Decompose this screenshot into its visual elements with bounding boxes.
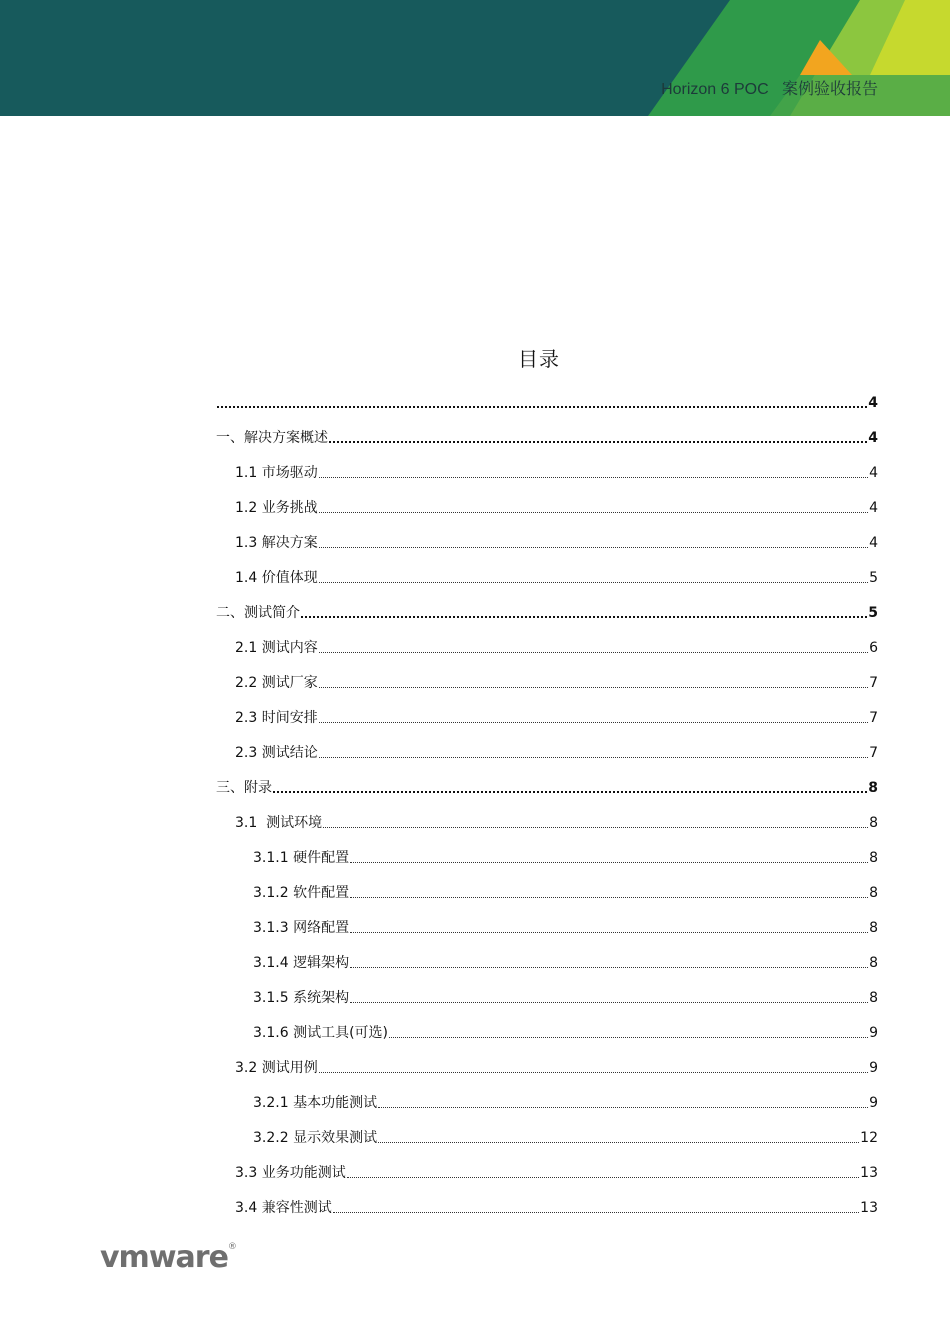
toc-entry-label: 3.2.2 显示效果测试 <box>253 1130 378 1146</box>
toc-entry[interactable] <box>216 775 878 797</box>
toc-leader-dots <box>378 1106 868 1108</box>
toc-entry-label: 一、解决方案概述 <box>216 430 328 446</box>
toc-entry-page-number: 6 <box>869 640 878 656</box>
toc-leader-dots <box>319 651 868 653</box>
toc-entry[interactable] <box>235 635 878 657</box>
toc-entry-page-number: 5 <box>869 570 878 586</box>
toc-entry-page-number: 8 <box>869 955 878 971</box>
toc-leader-dots <box>378 1141 859 1143</box>
toc-leader-dots <box>319 476 868 478</box>
toc-entry[interactable] <box>235 565 878 587</box>
toc-entry[interactable] <box>253 880 878 902</box>
toc-entry-label: 2.1 测试内容 <box>235 640 318 656</box>
toc-entry-label: 3.2 测试用例 <box>235 1060 318 1076</box>
toc-entry-page-number: 5 <box>868 605 878 621</box>
toc-entry-page-number: 9 <box>869 1025 878 1041</box>
toc-leader-dots <box>319 756 868 758</box>
toc-entry-label: 3.1.5 系统架构 <box>253 990 350 1006</box>
toc-entry-page-number: 4 <box>869 465 878 481</box>
toc-entry-page-number: 7 <box>869 745 878 761</box>
toc-entry[interactable] <box>235 670 878 692</box>
vmware-logo-text: vmware <box>100 1240 228 1275</box>
toc-leader-dots <box>319 511 868 513</box>
toc-entry[interactable] <box>235 1055 878 1077</box>
toc-leader-dots <box>319 686 868 688</box>
toc-entry-page-number: 9 <box>869 1060 878 1076</box>
toc-leader-dots <box>301 615 867 618</box>
toc-entry[interactable] <box>216 425 878 447</box>
toc-leader-dots <box>319 1071 868 1073</box>
toc-entry-label: 三、附录 <box>216 780 272 796</box>
toc-leader-dots <box>319 546 868 548</box>
toc-entry-label: 1.2 业务挑战 <box>235 500 318 516</box>
toc-entry-page-number: 8 <box>869 885 878 901</box>
document-header-title: Horizon 6 POC 案例验收报告 <box>661 81 878 98</box>
toc-entry[interactable] <box>216 600 878 622</box>
toc-leader-dots <box>350 931 868 933</box>
toc-entry-page-number: 8 <box>869 815 878 831</box>
toc-entry[interactable] <box>253 950 878 972</box>
toc-entry[interactable] <box>216 390 878 412</box>
toc-entry[interactable] <box>253 985 878 1007</box>
toc-entry-label: 3.1.2 软件配置 <box>253 885 350 901</box>
toc-entry-page-number: 9 <box>869 1095 878 1111</box>
toc-leader-dots <box>329 440 867 443</box>
toc-entry[interactable] <box>253 915 878 937</box>
toc-entry-label: 2.3 时间安排 <box>235 710 318 726</box>
toc-leader-dots <box>333 1211 859 1213</box>
toc-entry[interactable] <box>235 460 878 482</box>
toc-entry[interactable] <box>235 495 878 517</box>
toc-entry-label: 3.4 兼容性测试 <box>235 1200 332 1216</box>
toc-entry-label: 3.3 业务功能测试 <box>235 1165 346 1181</box>
toc-entry[interactable] <box>253 1090 878 1112</box>
toc-entry-page-number: 8 <box>868 780 878 796</box>
toc-leader-dots <box>347 1176 859 1178</box>
toc-entry[interactable] <box>235 705 878 727</box>
registered-mark: ® <box>227 1242 236 1252</box>
toc-entry[interactable] <box>235 530 878 552</box>
toc-entry[interactable] <box>235 1195 878 1217</box>
toc-entry[interactable] <box>235 810 878 832</box>
toc-entry-page-number: 12 <box>860 1130 878 1146</box>
toc-entry[interactable] <box>235 740 878 762</box>
toc-entry-label: 3.1.6 测试工具(可选) <box>253 1025 388 1041</box>
toc-entry-label: 二、测试简介 <box>216 605 300 621</box>
toc-entry-label: 1.1 市场驱动 <box>235 465 318 481</box>
toc-entry-label: 3.1.3 网络配置 <box>253 920 350 936</box>
toc-heading: 目录 <box>518 347 560 371</box>
toc-entry-page-number: 4 <box>869 500 878 516</box>
toc-entry-label: 3.1 测试环境 <box>235 815 323 831</box>
toc-entry-page-number: 13 <box>860 1165 878 1181</box>
toc-entry[interactable] <box>235 1160 878 1182</box>
toc-entry-label: 1.3 解决方案 <box>235 535 318 551</box>
toc-entry-label: 3.1.1 硬件配置 <box>253 850 350 866</box>
toc-entry-page-number: 4 <box>868 395 878 411</box>
toc-leader-dots <box>350 966 868 968</box>
toc-leader-dots <box>273 790 867 793</box>
toc-leader-dots <box>350 896 868 898</box>
toc-entry[interactable] <box>253 1125 878 1147</box>
toc-leader-dots <box>389 1036 868 1038</box>
toc-leader-dots <box>319 721 868 723</box>
toc-leader-dots <box>350 1001 868 1003</box>
toc-entry-page-number: 8 <box>869 990 878 1006</box>
toc-entry-page-number: 7 <box>869 675 878 691</box>
toc-entry-label: 3.1.4 逻辑架构 <box>253 955 350 971</box>
toc-leader-dots <box>323 826 868 828</box>
toc-entry[interactable] <box>253 1020 878 1042</box>
toc-entry-page-number: 7 <box>869 710 878 726</box>
toc-leader-dots <box>217 405 867 408</box>
toc-entry-page-number: 4 <box>868 430 878 446</box>
toc-entry-label: 1.4 价值体现 <box>235 570 318 586</box>
toc-entry-label: 2.2 测试厂家 <box>235 675 318 691</box>
toc-entry-page-number: 8 <box>869 850 878 866</box>
page-header-band <box>0 0 950 116</box>
toc-leader-dots <box>350 861 868 863</box>
toc-entry-page-number: 4 <box>869 535 878 551</box>
toc-entry-label: 3.2.1 基本功能测试 <box>253 1095 378 1111</box>
toc-entry-page-number: 8 <box>869 920 878 936</box>
toc-entry[interactable] <box>253 845 878 867</box>
toc-entry-label: 2.3 测试结论 <box>235 745 318 761</box>
toc-entry-page-number: 13 <box>860 1200 878 1216</box>
toc-leader-dots <box>319 581 868 583</box>
vmware-logo <box>100 1240 236 1275</box>
